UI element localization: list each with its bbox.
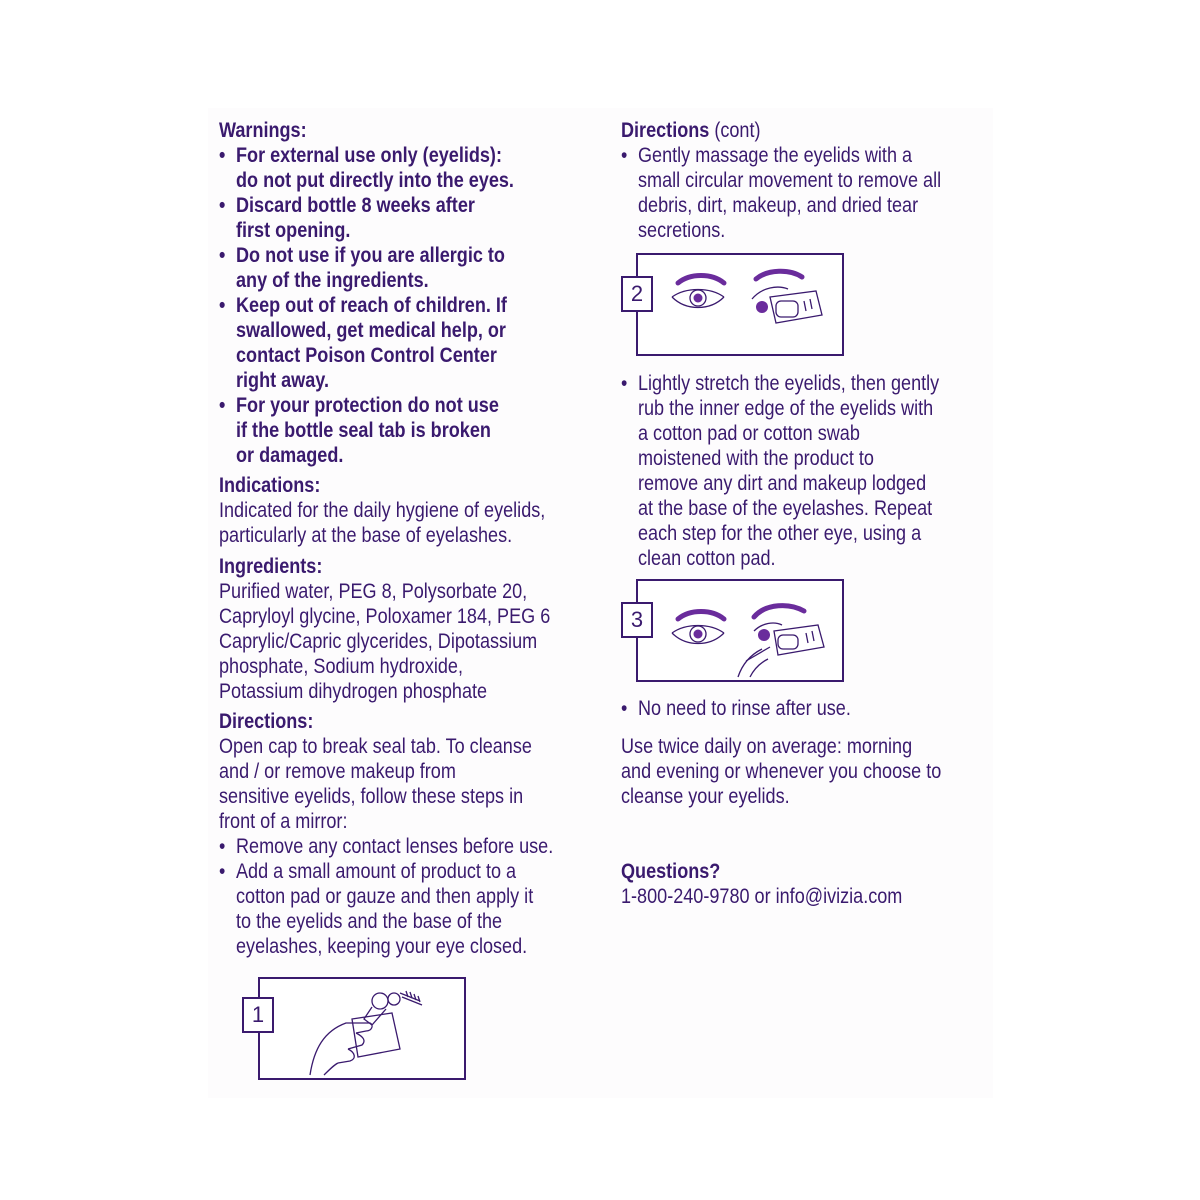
bullet-icon: • — [219, 244, 226, 267]
direction-step-line: to the eyelids and the base of the — [236, 910, 503, 933]
bullet-icon: • — [219, 860, 226, 883]
stretch-step-line: each step for the other eye, using a — [638, 522, 922, 545]
stretch-step-line: Lightly stretch the eyelids, then gently — [638, 372, 940, 395]
massage-step-line: Gently massage the eyelids with a — [638, 144, 913, 167]
rinse-block — [621, 696, 991, 721]
ingredients-heading: Ingredients: — [219, 555, 323, 578]
warning-item — [219, 243, 594, 293]
hand-icon — [638, 581, 842, 680]
stretch-step-line: at the base of the eyelashes. Repeat — [638, 497, 933, 520]
questions-block — [621, 859, 991, 909]
massage-step-line: secretions. — [638, 219, 726, 242]
massage-step-line: small circular movement to remove all — [638, 169, 942, 192]
left-column — [219, 118, 594, 959]
directions-intro-line: and / or remove makeup from — [219, 760, 456, 783]
usage-line: cleanse your eyelids. — [621, 785, 790, 808]
stretch-step-line: remove any dirt and makeup lodged — [638, 472, 927, 495]
indications-line: particularly at the base of eyelashes. — [219, 524, 513, 547]
warning-item-line: right away. — [236, 369, 330, 392]
bullet-icon: • — [219, 835, 226, 858]
ingredients-line: Purified water, PEG 8, Polysorbate 20, — [219, 580, 528, 603]
warning-item — [219, 393, 594, 468]
bullet-icon: • — [621, 144, 628, 167]
questions-heading: Questions? — [621, 860, 721, 883]
directions-intro-line: front of a mirror: — [219, 810, 348, 833]
direction-step-line: Remove any contact lenses before use. — [236, 835, 554, 858]
directions-cont-suffix: (cont) — [709, 119, 761, 142]
directions-steps — [219, 834, 594, 959]
directions-intro-line: sensitive eyelids, follow these steps in — [219, 785, 524, 808]
stretch-step-line: clean cotton pad. — [638, 547, 776, 570]
stretch-step-line: a cotton pad or cotton swab — [638, 422, 860, 445]
warning-item-line: For external use only (eyelids): — [236, 144, 502, 167]
eye-icon — [638, 255, 842, 354]
warning-item-line: Do not use if you are allergic to — [236, 244, 505, 267]
ingredients-line: phosphate, Sodium hydroxide, — [219, 655, 463, 678]
right-column — [621, 118, 991, 243]
ingredients-line: Caprylic/Capric glycerides, Dipotassium — [219, 630, 538, 653]
direction-step — [219, 834, 594, 859]
directions-intro — [219, 734, 594, 834]
bullet-icon: • — [219, 194, 226, 217]
ingredients-line: Capryloyl glycine, Poloxamer 184, PEG 6 — [219, 605, 551, 628]
ingredients-line: Potassium dihydrogen phosphate — [219, 680, 488, 703]
step-rinse — [621, 696, 991, 721]
warnings-list — [219, 143, 594, 468]
warning-item-line: Keep out of reach of children. If — [236, 294, 507, 317]
bullet-icon: • — [219, 394, 226, 417]
warning-item-line: swallowed, get medical help, or — [236, 319, 506, 342]
bullet-icon: • — [219, 144, 226, 167]
step-number-3: 3 — [621, 602, 653, 638]
warning-item-line: any of the ingredients. — [236, 269, 429, 292]
indications-text — [219, 498, 594, 548]
warning-item-line: Discard bottle 8 weeks after — [236, 194, 475, 217]
ingredients-text — [219, 579, 594, 704]
warning-item — [219, 293, 594, 393]
bullet-icon: • — [219, 294, 226, 317]
direction-step-line: Add a small amount of product to a — [236, 860, 517, 883]
massage-step-line: debris, dirt, makeup, and dried tear — [638, 194, 919, 217]
stretch-step-line: moistened with the product to — [638, 447, 874, 470]
bullet-icon: • — [621, 697, 628, 720]
usage-text — [621, 734, 991, 809]
rinse-step-line: No need to rinse after use. — [638, 697, 851, 720]
massage-step — [621, 143, 991, 243]
warning-item-line: contact Poison Control Center — [236, 344, 497, 367]
step-stretch-block — [621, 371, 991, 571]
stretch-step — [621, 371, 991, 571]
step-number-1: 1 — [242, 997, 274, 1033]
step-number-2: 2 — [621, 276, 653, 312]
figure-1 — [258, 977, 466, 1080]
figure-3 — [636, 579, 844, 682]
warning-item-line: if the bottle seal tab is broken — [236, 419, 491, 442]
directions-intro-line: Open cap to break seal tab. To cleanse — [219, 735, 532, 758]
directions-heading: Directions: — [219, 710, 314, 733]
warning-item-line: do not put directly into the eyes. — [236, 169, 514, 192]
step-massage — [621, 143, 991, 243]
rinse-step — [621, 696, 991, 721]
indications-heading: Indications: — [219, 474, 321, 497]
usage-block — [621, 734, 991, 809]
direction-step — [219, 859, 594, 959]
warning-item-line: or damaged. — [236, 444, 344, 467]
usage-line: and evening or whenever you choose to — [621, 760, 942, 783]
contact-info: 1-800-240-9780 or info@ivizia.com — [621, 885, 903, 908]
warnings-heading: Warnings: — [219, 119, 307, 142]
step-stretch — [621, 371, 991, 571]
directions-cont-heading — [621, 118, 939, 143]
warning-item — [219, 143, 594, 193]
direction-step-line: eyelashes, keeping your eye closed. — [236, 935, 528, 958]
stretch-step-line: rub the inner edge of the eyelids with — [638, 397, 934, 420]
figure-2 — [636, 253, 844, 356]
warning-item-line: For your protection do not use — [236, 394, 499, 417]
direction-step-line: cotton pad or gauze and then apply it — [236, 885, 534, 908]
warning-item — [219, 193, 594, 243]
usage-line: Use twice daily on average: morning — [621, 735, 913, 758]
indications-line: Indicated for the daily hygiene of eyelids, — [219, 499, 546, 522]
dropper-bottle-icon — [260, 979, 464, 1078]
bullet-icon: • — [621, 372, 628, 395]
directions-cont-title: Directions — [621, 119, 710, 142]
warning-item-line: first opening. — [236, 219, 351, 242]
